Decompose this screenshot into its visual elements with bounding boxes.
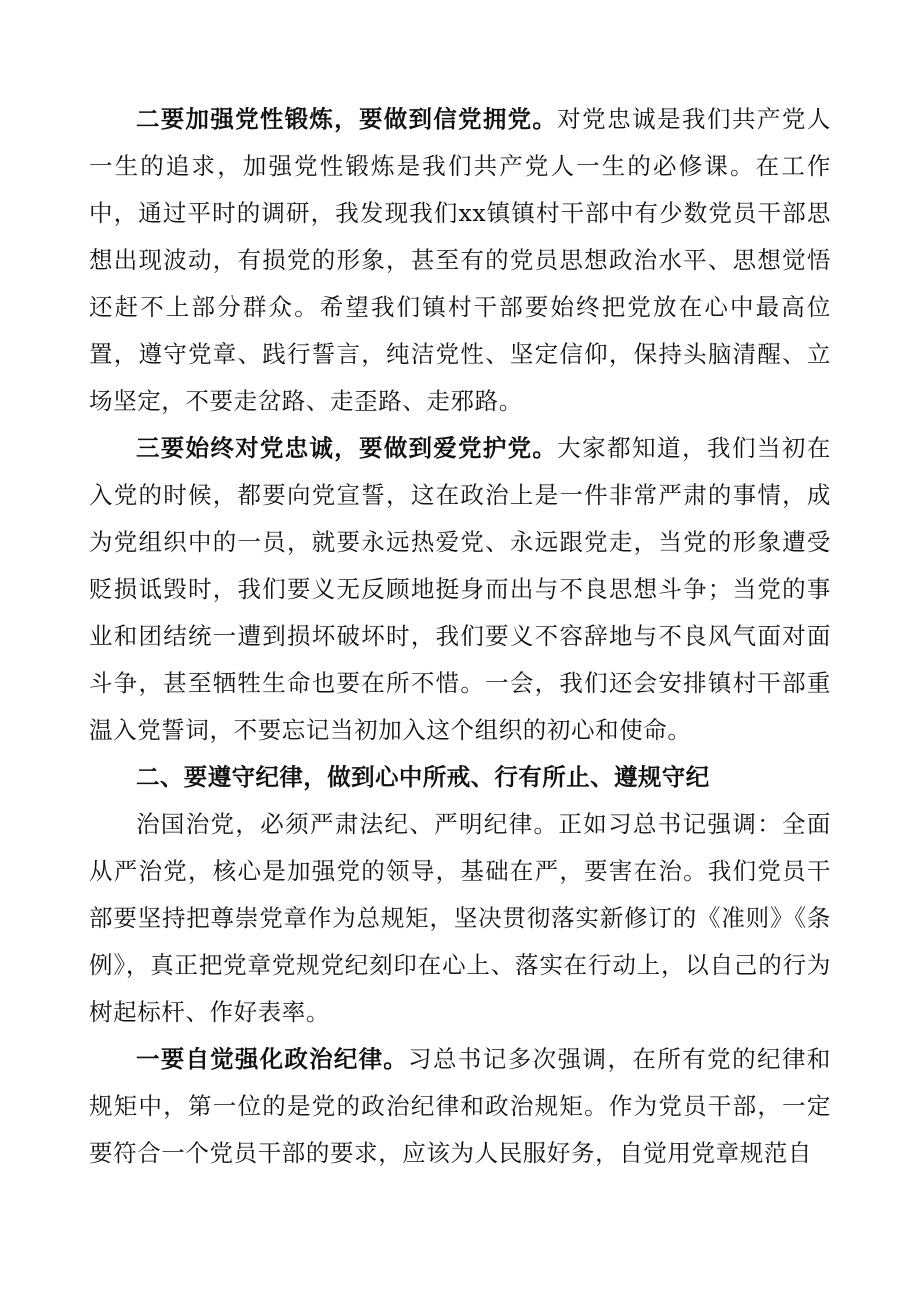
- section-heading-discipline: 二、要遵守纪律，做到心中所戒、行有所止、遵规守纪: [136, 763, 710, 791]
- paragraph-party-training: [89, 96, 831, 425]
- paragraph-body: 对党忠诚是我们共产党人一生的追求，加强党性锻炼是我们共产党人一生的必修课。在工作中，通过平时的调研，我发现我们xx镇镇村干部中有少数党员干部思想出现波动，有损党的形象，甚至有的党员思想政治水平、思想觉悟还赶不上部分群众。希望我们镇村干部要始终把党放在心中最高位置，遵守党章、践行誓言，纯洁党性、坚定信仰，保持头脑清醒、立场坚定，不要走岔路、走歪路、走邪路。: [89, 105, 831, 415]
- paragraph-discipline-intro: [89, 801, 831, 1036]
- document-page: [89, 96, 831, 1177]
- paragraph-party-loyalty: [89, 425, 831, 754]
- paragraph-lead: 二要加强党性锻炼，要做到信党拥党。: [136, 105, 558, 133]
- paragraph-political-discipline: [89, 1036, 831, 1177]
- paragraph-body: 治国治党，必须严肃法纪、严明纪律。正如习总书记强调：全面从严治党，核心是加强党的领导，基础在严，要害在治。我们党员干部要坚持把尊崇党章作为总规矩，坚决贯彻落实新修订的《准则》《条例》，真正把党章党规党纪刻印在心上、落实在行动上，以自己的行为树起标杆、作好表率。: [89, 810, 831, 1026]
- paragraph-lead: 一要自觉强化政治纪律。: [136, 1045, 409, 1073]
- paragraph-body: 习总书记多次强调，在所有党的纪律和规矩中，第一位的是党的政治纪律和政治规矩。作为党员干部，一定要符合一个党员干部的要求，应该为人民服好务，自觉用党章规范自: [89, 1045, 831, 1167]
- paragraph-lead: 三要始终对党忠诚，要做到爱党护党。: [136, 434, 558, 462]
- paragraph-body: 大家都知道，我们当初在入党的时候，都要向党宣誓，这在政治上是一件非常严肃的事情，成为党组织中的一员，就要永远热爱党、永远跟党走，当党的形象遭受贬损诋毁时，我们要义无反顾地挺身而出与不良思想斗争；当党的事业和团结统一遭到损坏破坏时，我们要义不容辞地与不良风气面对面斗争，甚至牺牲生命也要在所不惜。一会，我们还会安排镇村干部重温入党誓词，不要忘记当初加入这个组织的初心和使命。: [89, 434, 831, 744]
